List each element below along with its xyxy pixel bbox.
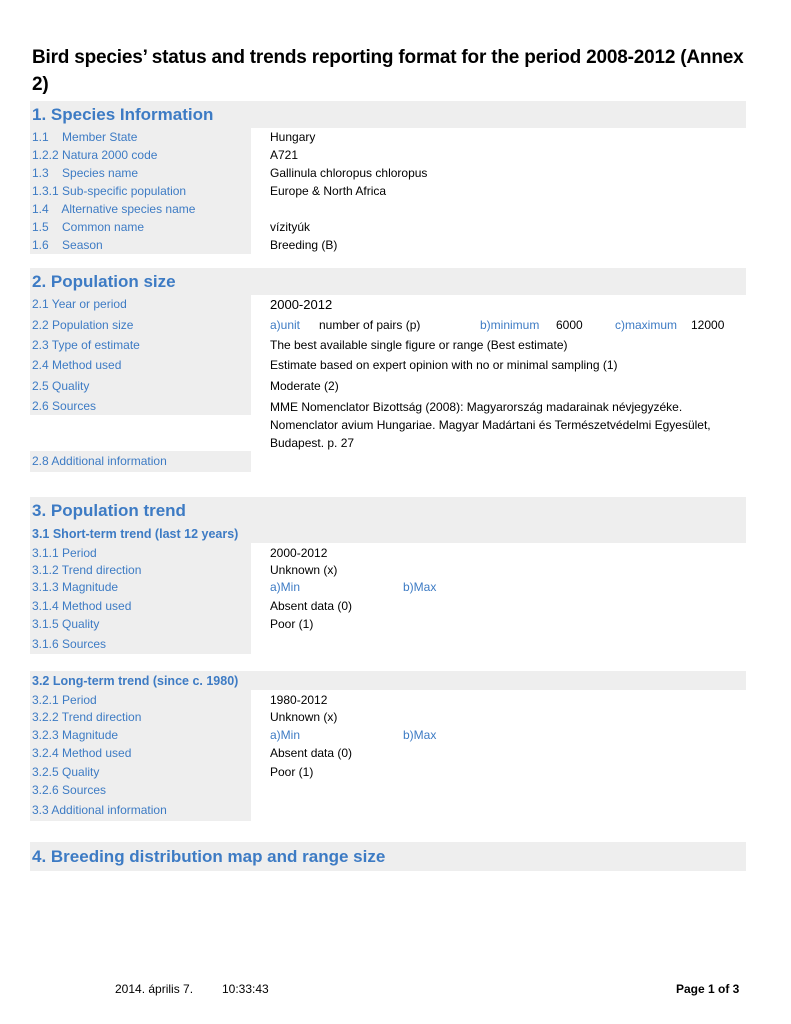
section-1-title: 1. Species Information [32,105,214,124]
long-sources-label: 3.2.6 Sources [32,783,107,797]
natura-code-value: A721 [270,148,299,162]
page-title: Bird species’ status and trends reporting format for the period 2008-2012 (Annex 2) [32,47,744,95]
natura-code-label: 1.2.2 Natura 2000 code [32,148,158,162]
method-used-label: 2.4 Method used [32,358,122,372]
long-direction-value: Unknown (x) [270,710,338,724]
minimum-label: b)minimum [480,318,540,332]
short-quality-label: 3.1.5 Quality [32,617,100,631]
long-method-label: 3.2.4 Method used [32,746,132,760]
year-period-label: 2.1 Year or period [32,297,127,311]
season-value: Breeding (B) [270,238,338,252]
short-period-value: 2000-2012 [270,546,328,560]
short-max-label: b)Max [403,580,437,594]
short-method-value: Absent data (0) [270,599,353,613]
unit-label: a)unit [270,318,301,332]
long-method-value: Absent data (0) [270,746,353,760]
quality-label: 2.5 Quality [32,379,90,393]
unit-value: number of pairs (p) [319,318,421,332]
long-quality-value: Poor (1) [270,765,314,779]
additional-info-label: 3.3 Additional information [32,803,167,817]
footer-time: 10:33:43 [222,982,269,996]
maximum-label: c)maximum [615,318,677,332]
short-min-label: a)Min [270,580,301,594]
member-state-value: Hungary [270,130,316,144]
label-column-background [30,295,251,415]
additional-info-label: 2.8 Additional information [32,454,167,468]
short-term-trend-title: 3.1 Short-term trend (last 12 years) [32,527,239,541]
long-period-label: 3.2.1 Period [32,693,97,707]
long-period-value: 1980-2012 [270,693,328,707]
long-quality-label: 3.2.5 Quality [32,765,100,779]
short-quality-value: Poor (1) [270,617,314,631]
type-of-estimate-value: The best available single figure or range (Best estimate) [270,338,568,352]
short-sources-label: 3.1.6 Sources [32,637,107,651]
year-period-value: 2000-2012 [270,297,333,312]
sub-specific-population-value: Europe & North Africa [270,184,387,198]
alternative-name-label: 1.4 Alternative species name [32,202,196,216]
page-number: Page 1 of 3 [676,982,740,996]
short-direction-label: 3.1.2 Trend direction [32,563,142,577]
minimum-value: 6000 [556,318,583,332]
population-size-label: 2.2 Population size [32,318,134,332]
short-period-label: 3.1.1 Period [32,546,97,560]
species-name-value: Gallinula chloropus chloropus [270,166,428,180]
season-label: 1.6 Season [32,238,103,252]
sub-specific-population-label: 1.3.1 Sub-specific population [32,184,187,198]
long-min-label: a)Min [270,728,301,742]
short-magnitude-label: 3.1.3 Magnitude [32,580,119,594]
sources-value: MME Nomenclator Bizottság (2008): Magyarország madarainak névjegyzéke. Nomenclator avium Hungariae. Magyar Madártani és Természetvédelmi Egyesület, Budapest. p. 27 [270,400,711,450]
section-4-title: 4. Breeding distribution map and range size [32,847,386,866]
long-max-label: b)Max [403,728,437,742]
maximum-value: 12000 [691,318,725,332]
long-magnitude-label: 3.2.3 Magnitude [32,728,119,742]
section-3-title: 3. Population trend [32,501,186,520]
species-name-label: 1.3 Species name [32,166,139,180]
method-used-value: Estimate based on expert opinion with no or minimal sampling (1) [270,358,618,372]
common-name-value: vízityúk [270,220,311,234]
footer-date: 2014. április 7. [115,982,194,996]
quality-value: Moderate (2) [270,379,339,393]
member-state-label: 1.1 Member State [32,130,138,144]
type-of-estimate-label: 2.3 Type of estimate [32,338,140,352]
short-method-label: 3.1.4 Method used [32,599,132,613]
short-direction-value: Unknown (x) [270,563,338,577]
long-term-trend-title: 3.2 Long-term trend (since c. 1980) [32,674,239,688]
section-2-title: 2. Population size [32,272,176,291]
common-name-label: 1.5 Common name [32,220,145,234]
sources-label: 2.6 Sources [32,399,97,413]
long-direction-label: 3.2.2 Trend direction [32,710,142,724]
